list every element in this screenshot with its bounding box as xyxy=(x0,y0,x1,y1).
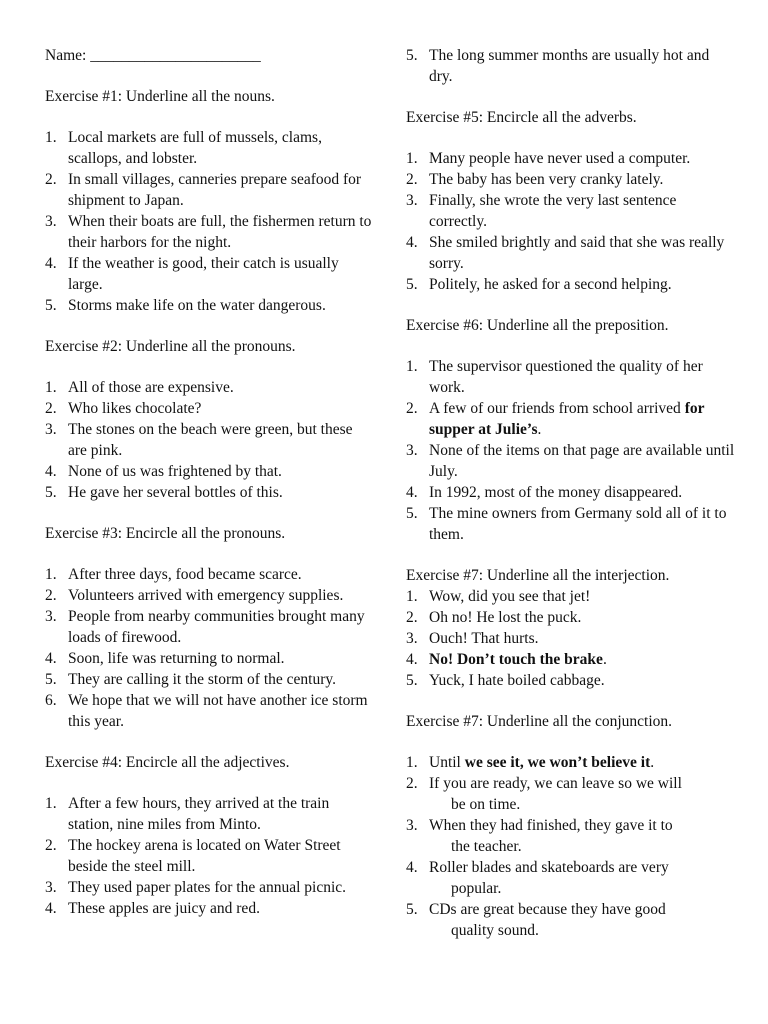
list-item: 3. Finally, she wrote the very last sentence correctly. xyxy=(406,192,677,230)
exercise-2-list xyxy=(45,377,375,503)
exercise-4-continued-list xyxy=(406,45,736,87)
list-item: 5. Yuck, I hate boiled cabbage. xyxy=(406,672,605,689)
list-item: 6. We hope that we will not have another ice storm this year. xyxy=(45,692,368,730)
list-item: 1. After a few hours, they arrived at the train station, nine miles from Minto. xyxy=(45,795,330,833)
list-item: 2. Who likes chocolate? xyxy=(45,400,202,417)
list-item: 3. When their boats are full, the fishermen return to their harbors for the night. xyxy=(45,213,372,251)
exercise-7-conjunction-heading: Exercise #7: Underline all the conjunction. xyxy=(406,713,672,730)
list-item: 4. These apples are juicy and red. xyxy=(45,900,260,917)
exercise-4-list xyxy=(45,793,375,919)
list-item: 4. None of us was frightened by that. xyxy=(45,463,282,480)
exercise-3-heading: Exercise #3: Encircle all the pronouns. xyxy=(45,525,286,542)
exercise-6-list xyxy=(406,356,736,545)
list-item: 5. He gave her several bottles of this. xyxy=(45,484,283,501)
bold-phrase: we see it, we won’t believe it xyxy=(464,754,651,771)
list-item: 2. The hockey arena is located on Water Street beside the steel mill. xyxy=(45,837,341,875)
list-item: 4. If the weather is good, their catch is usually large. xyxy=(45,255,339,293)
bold-phrase: for supper at Julie’s xyxy=(429,400,705,438)
list-item: 3. None of the items on that page are available until July. xyxy=(406,442,735,480)
list-item: 3. They used paper plates for the annual picnic. xyxy=(45,879,347,896)
list-item: 4. She smiled brightly and said that she was really sorry. xyxy=(406,234,725,272)
list-item: 1. The supervisor questioned the quality of her work. xyxy=(406,358,703,396)
list-item: 1. Local markets are full of mussels, clams, scallops, and lobster. xyxy=(45,129,322,167)
list-item: 4. No! Don’t touch the brake. xyxy=(406,651,607,668)
left-column xyxy=(45,45,375,939)
list-item: 1. All of those are expensive. xyxy=(45,379,234,396)
list-item: 2. A few of our friends from school arrived for supper at Julie’s. xyxy=(406,400,705,438)
bold-phrase: No! Don’t touch the brake xyxy=(429,651,603,668)
list-item: 3. The stones on the beach were green, but these are pink. xyxy=(45,421,353,459)
right-column xyxy=(406,45,736,961)
exercise-5-list xyxy=(406,148,736,295)
list-item: 2. The baby has been very cranky lately. xyxy=(406,171,664,188)
exercise-7-interjection-list xyxy=(406,586,736,691)
list-item: 2. Volunteers arrived with emergency supplies. xyxy=(45,587,344,604)
list-item: 3. When they had finished, they gave it to the teacher. xyxy=(406,817,673,855)
list-item: 4. In 1992, most of the money disappeared. xyxy=(406,484,683,501)
list-item: 4. Soon, life was returning to normal. xyxy=(45,650,285,667)
list-item: 1. Until we see it, we won’t believe it. xyxy=(406,754,655,771)
exercise-4-heading: Exercise #4: Encircle all the adjectives. xyxy=(45,754,290,771)
exercise-5-heading: Exercise #5: Encircle all the adverbs. xyxy=(406,109,637,126)
list-item: 5. CDs are great because they have good quality sound. xyxy=(406,901,666,939)
name-line: Name: ______________________ xyxy=(45,47,261,64)
list-item: 5. They are calling it the storm of the century. xyxy=(45,671,336,688)
list-item: 1. Wow, did you see that jet! xyxy=(406,588,591,605)
list-item: 2. Oh no! He lost the puck. xyxy=(406,609,582,626)
list-item: 4. Roller blades and skateboards are very popular. xyxy=(406,859,669,897)
list-item: 1. Many people have never used a computer. xyxy=(406,150,691,167)
exercise-3-list xyxy=(45,564,375,732)
exercise-7-interjection-heading: Exercise #7: Underline all the interjection. xyxy=(406,567,670,584)
list-item: 5. The mine owners from Germany sold all of it to them. xyxy=(406,505,727,543)
list-item: 5. Politely, he asked for a second helping. xyxy=(406,276,672,293)
list-item: 2. In small villages, canneries prepare seafood for shipment to Japan. xyxy=(45,171,362,209)
exercise-6-heading: Exercise #6: Underline all the preposition. xyxy=(406,317,669,334)
exercise-2-heading: Exercise #2: Underline all the pronouns. xyxy=(45,338,296,355)
exercise-1-list xyxy=(45,127,375,316)
exercise-1-heading: Exercise #1: Underline all the nouns. xyxy=(45,88,275,105)
list-item: 5. Storms make life on the water dangerous. xyxy=(45,297,326,314)
list-item: 5. The long summer months are usually hot and dry. xyxy=(406,47,710,85)
list-item: 3. People from nearby communities brought many loads of firewood. xyxy=(45,608,365,646)
list-item: 1. After three days, food became scarce. xyxy=(45,566,302,583)
exercise-7-conjunction-list xyxy=(406,752,736,941)
list-item: 3. Ouch! That hurts. xyxy=(406,630,539,647)
list-item: 2. If you are ready, we can leave so we will be on time. xyxy=(406,775,682,813)
